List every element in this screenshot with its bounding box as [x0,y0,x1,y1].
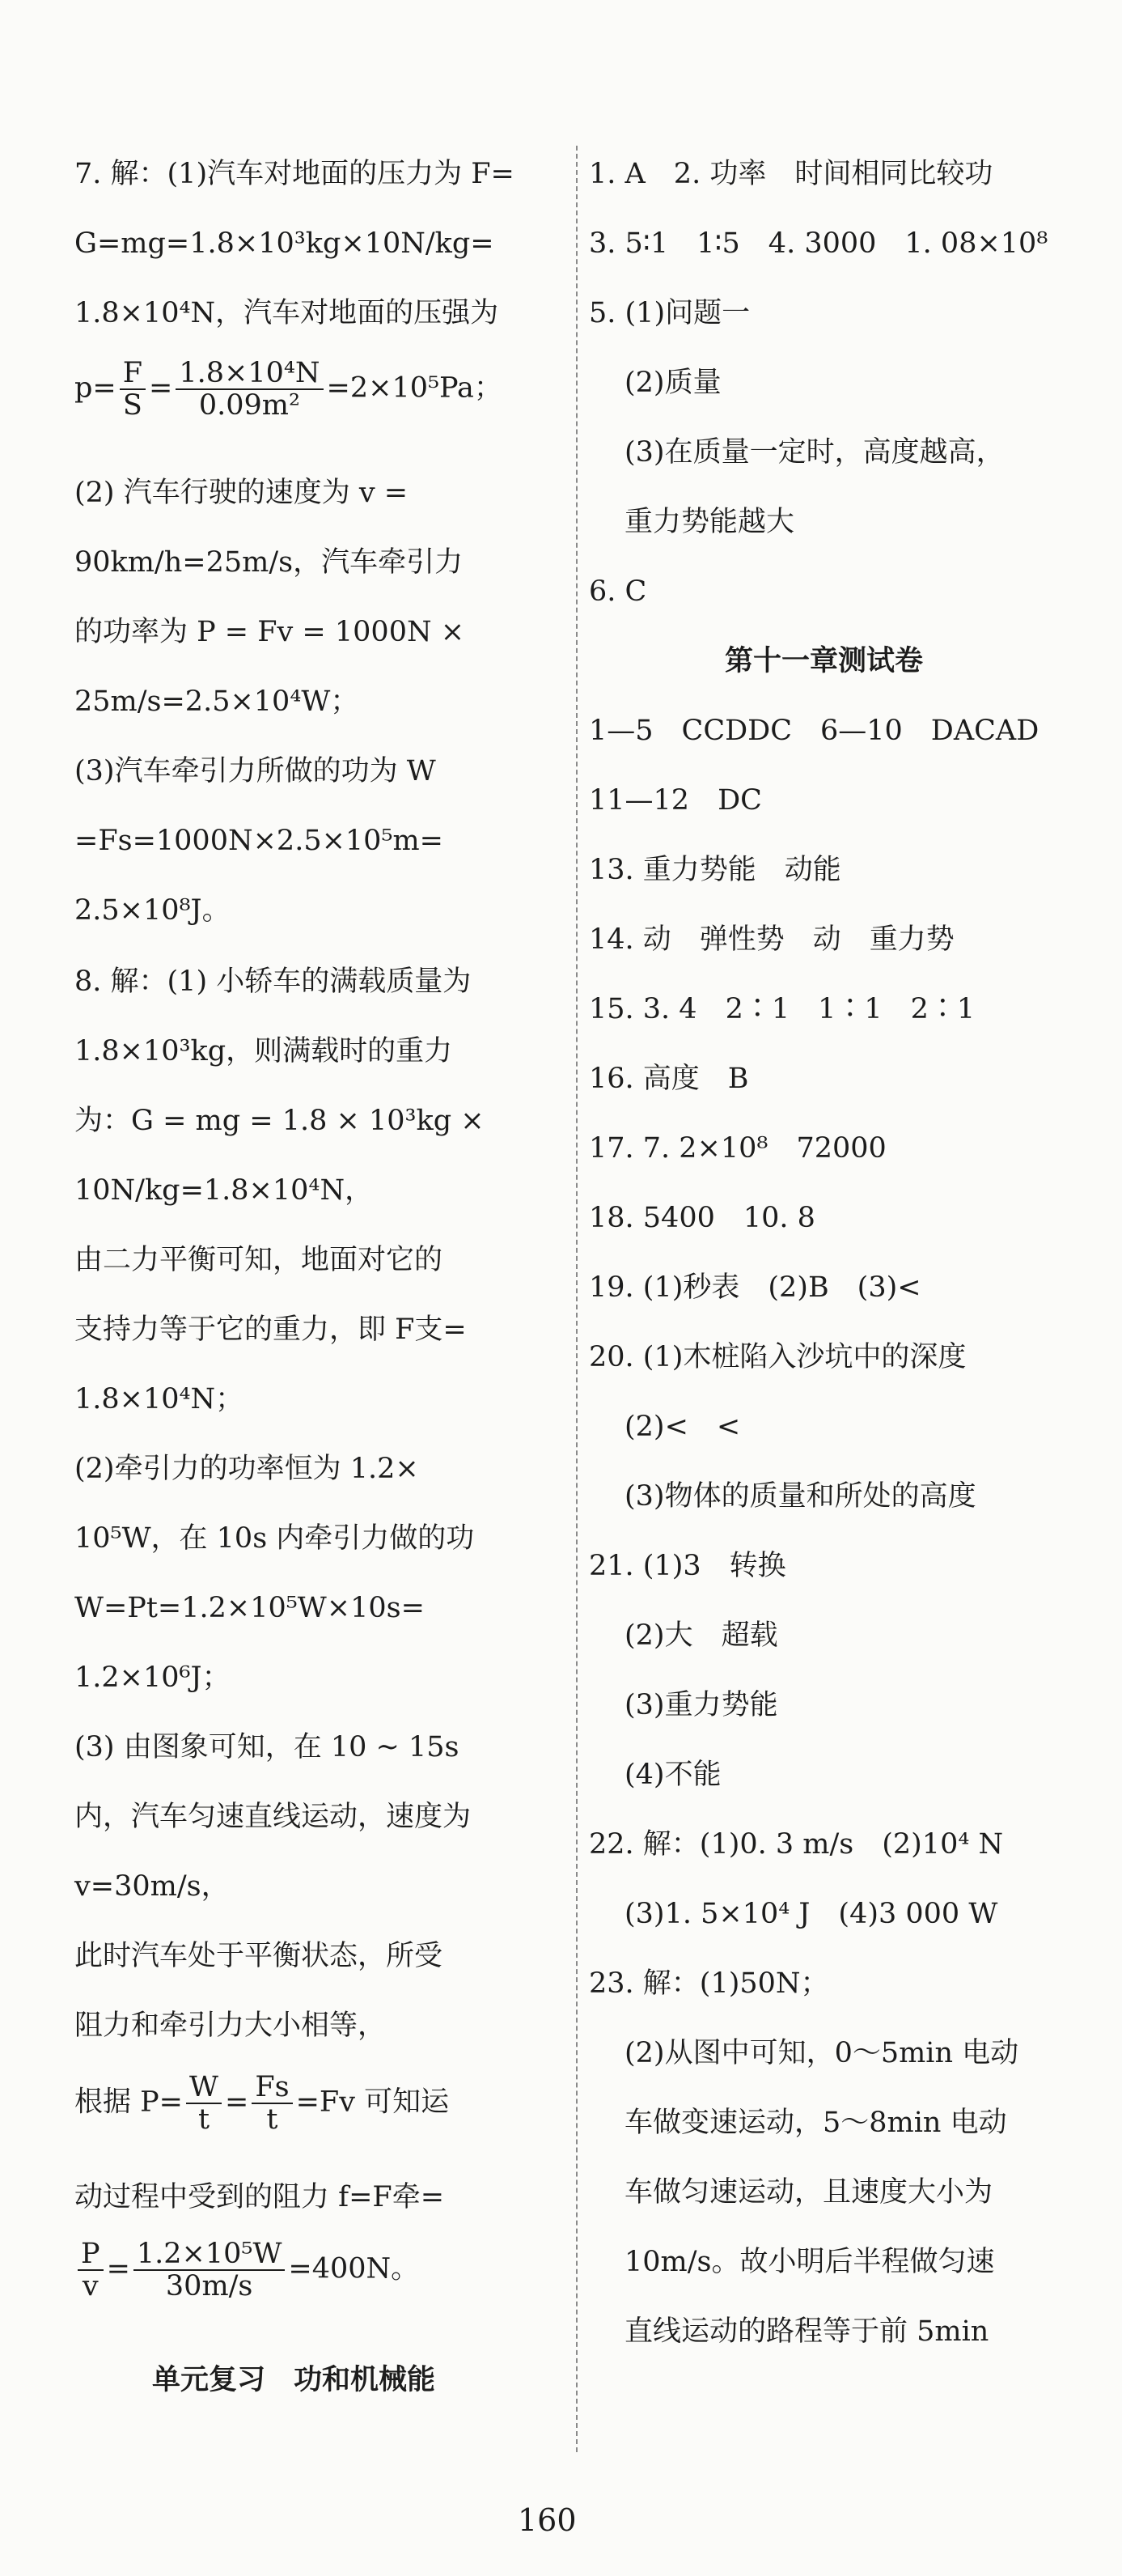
answer-line: (4)不能 [625,1759,722,1791]
answer-7-line: 7. 解：(1)汽车对地面的压力为 F= [74,158,514,190]
answer-7-line: 的功率为 P = Fv = 1000N × [74,616,465,648]
answer-line: 3. 5∶1 1∶5 4. 3000 1. 08×10⁸ [589,227,1048,260]
answer-8-line: 1.8×10³kg，则满载时的重力 [74,1035,453,1067]
answer-8-formula: 根据 P= $\frac{W}{t}$ = $\frac{Fs}{t}$ =Fv 可知运 [74,2071,450,2136]
answer-8-line: 为：G = mg = 1.8 × 10³kg × [74,1105,485,1137]
answer-7-line: 90km/h=25m/s，汽车牵引力 [74,546,464,579]
fraction: $\frac{\text{1.2×10⁵W}}{30m/s}$ [133,2239,286,2302]
answer-line: (2)从图中可知，0～5min 电动 [625,2037,1019,2069]
answer-8-line: 8. 解：(1) 小轿车的满载质量为 [74,965,472,998]
answer-8-line: 阻力和牵引力大小相等， [74,2009,387,2042]
answer-7-formula: p= $\frac{F}{S}$ = $\frac{\text{1.8×10⁴N}}{\text{0.09m²}}$ =2×10⁵Pa； [74,357,502,422]
answer-8-line: 支持力等于它的重力，即 F支= [74,1313,467,1346]
column-divider [576,146,578,2452]
answer-7-line: 2.5×10⁸J。 [74,894,231,927]
answer-line: (2)质量 [625,367,722,399]
answer-line: 11—12 DC [589,784,762,817]
answer-8-line: 此时汽车处于平衡状态，所受 [74,1940,443,1972]
answer-line: 5. (1)问题一 [589,297,751,329]
answer-8-line: v=30m/s， [74,1870,230,1903]
answer-8-line: 1.2×10⁶J； [74,1661,231,1694]
answer-line: (3)在质量一定时，高度越高， [625,436,1005,469]
answer-line: 车做变速运动，5～8min 电动 [625,2107,1007,2139]
fraction: $\frac{W}{t}$ [186,2072,222,2135]
answer-line: 15. 3. 4 2∶1 1∶1 2∶1 [589,993,976,1025]
fraction: $\frac{\text{1.8×10⁴N}}{\text{0.09m²}}$ [176,358,323,421]
fraction: $\frac{F}{S}$ [120,358,146,421]
answer-line: 车做匀速运动，且速度大小为 [625,2176,993,2209]
answer-line: 22. 解：(1)0. 3 m/s (2)10⁴ N [589,1828,1004,1861]
fraction: $\frac{Fs}{t}$ [252,2072,292,2135]
answer-line: 1—5 CCDDC 6—10 DACAD [589,715,1039,747]
answer-line: 16. 高度 B [589,1063,749,1095]
answer-8-line: 内，汽车匀速直线运动，速度为 [74,1801,472,1833]
answer-8-line: 10⁵W，在 10s 内牵引力做的功 [74,1522,475,1555]
answer-line: 6. C [589,575,647,608]
answer-7-line: =Fs=1000N×2.5×10⁵m= [74,825,443,857]
answer-line: 14. 动 弹性势 动 重力势 [589,923,955,956]
answer-line: (3)重力势能 [625,1689,778,1721]
answer-7-line: 1.8×10⁴N，汽车对地面的压强为 [74,297,499,329]
answer-line: (3)物体的质量和所处的高度 [625,1480,976,1513]
fraction: $\frac{P}{v}$ [78,2239,104,2302]
answer-line: 1. A 2. 功率 时间相同比较功 [589,158,993,190]
answer-line: 19. (1)秒表 (2)B (3)< [589,1271,921,1304]
answer-8-line: 由二力平衡可知，地面对它的 [74,1244,443,1276]
answer-line: 20. (1)木桩陷入沙坑中的深度 [589,1341,967,1373]
answer-8-line: 动过程中受到的阻力 f=F牵= [74,2181,445,2213]
answer-8-formula: $\frac{P}{v}$ = $\frac{\text{1.2×10⁵W}}{30m/s}$ =400N。 [74,2239,419,2302]
answer-8-line: W=Pt=1.2×10⁵W×10s= [74,1592,425,1624]
answer-8-line: (3) 由图象可知，在 10 ~ 15s [74,1731,459,1763]
answer-line: 17. 7. 2×10⁸ 72000 [589,1132,887,1165]
answer-line: 10m/s。故小明后半程做匀速 [625,2246,995,2278]
answer-8-line: (2)牵引力的功率恒为 1.2× [74,1453,419,1485]
answer-line: 21. (1)3 转换 [589,1550,786,1582]
answer-7-line: (3)汽车牵引力所做的功为 W [74,755,436,787]
answer-7-line: 25m/s=2.5×10⁴W； [74,685,359,718]
answer-8-line: 1.8×10⁴N； [74,1383,244,1415]
page-number: 160 [518,2502,577,2538]
answer-8-line: 10N/kg=1.8×10⁴N， [74,1174,374,1207]
answer-line: 23. 解：(1)50N； [589,1967,829,2000]
chapter-title: 第十一章测试卷 [725,645,924,677]
answer-line: 直线运动的路程等于前 5min [625,2315,989,2348]
answer-line: 18. 5400 10. 8 [589,1202,815,1234]
answer-line: (2)< < [625,1411,741,1443]
answer-7-line: (2) 汽车行驶的速度为 v = [74,477,409,509]
answer-line: (2)大 超载 [625,1619,778,1652]
answer-line: 重力势能越大 [625,506,795,538]
answer-line: (3)1. 5×10⁴ J (4)3 000 W [625,1898,998,1930]
section-title: 单元复习 功和机械能 [152,2364,436,2396]
answer-7-line: G=mg=1.8×10³kg×10N/kg= [74,227,494,260]
answer-line: 13. 重力势能 动能 [589,854,841,886]
